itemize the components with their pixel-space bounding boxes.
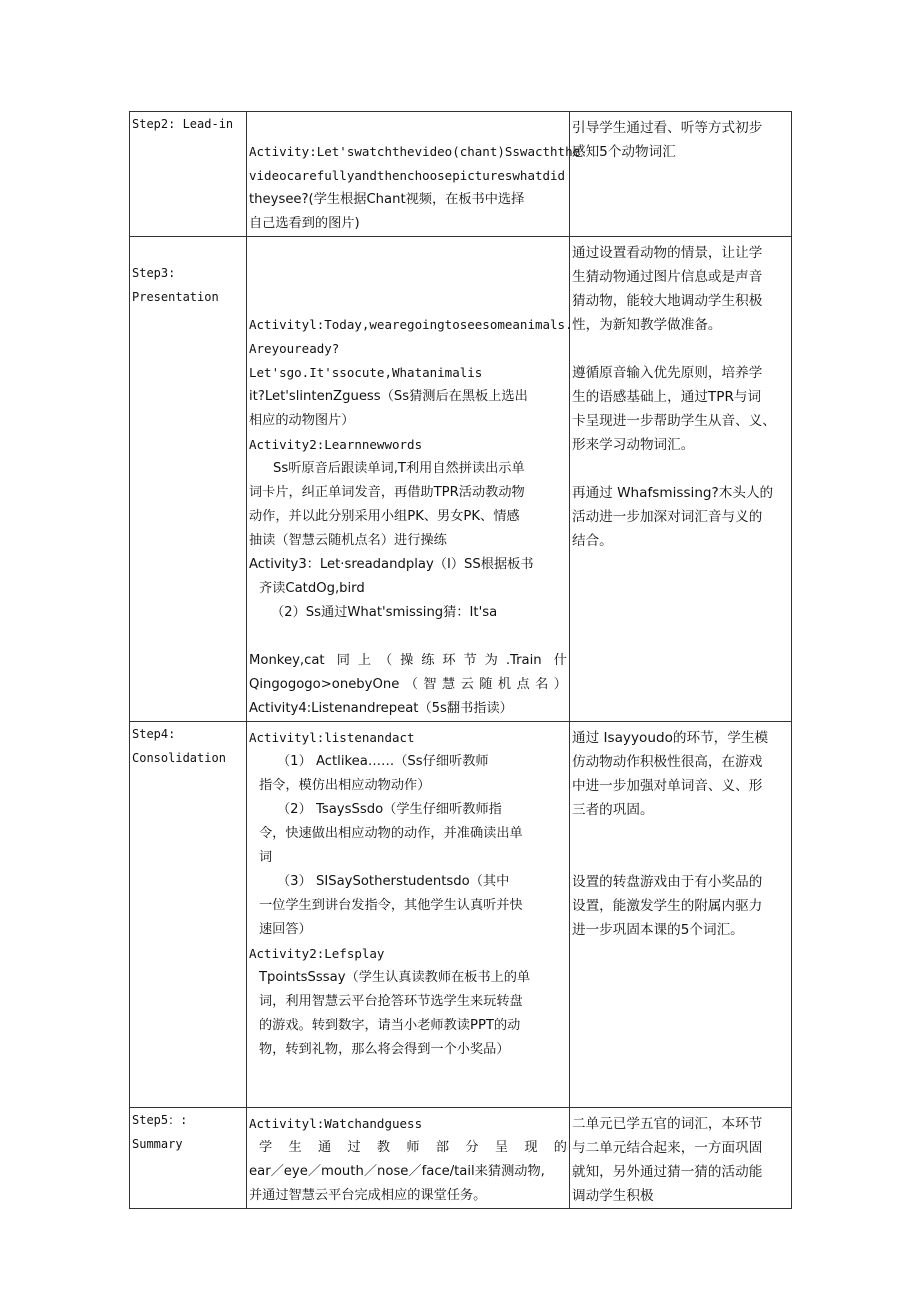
activity-line: （2）Ss通过What'smissing猜：It'sa (271, 605, 498, 620)
note-line: 调动学生积极 (572, 1188, 654, 1204)
note-line: 卡呈现进一步帮助学生从音、义、 (572, 413, 776, 429)
activity-line: 速回答） (259, 922, 312, 937)
note-line: 再通过 Whafsmissing?木头人的 (572, 485, 774, 501)
notes-cell (570, 1108, 792, 1209)
step-label: Step2: Lead-in (132, 117, 234, 131)
activity-line: Activity3：Let·sreadandplay（I）SS根据板书 (249, 557, 534, 572)
note-line: 引导学生通过看、听等方式初步 (572, 120, 763, 136)
activity-line: 的游戏。转到数字，请当小老师教读PPT的动 (259, 1018, 521, 1033)
blank-line (572, 337, 789, 361)
blank-line (249, 625, 567, 649)
table-row (130, 112, 792, 237)
activity-line: 物，转到礼物，那么将会得到一个小奖品） (259, 1042, 510, 1057)
step-label: Consolidation (132, 751, 226, 765)
step-cell (130, 237, 247, 722)
table-row (130, 1108, 792, 1209)
table-row (130, 722, 792, 1108)
step-label: Presentation (132, 290, 219, 304)
step-cell (130, 722, 247, 1108)
activity-line: it?Let'slintenZguess（Ss猜测后在黑板上选出 (249, 389, 528, 404)
activity-line: TpointsSssay（学生认真读教师在板书上的单 (259, 970, 531, 985)
activity-line: 指令，模仿出相应动物动作） (259, 778, 431, 793)
note-line: 生猜动物通过图片信息或是声音 (572, 269, 763, 285)
activity-line: Activity4:Listenandrepeat（5s翻书指读） (249, 701, 513, 716)
activity-line: ear／eye／mouth／nose／face/tail来猜测动物, (249, 1164, 545, 1179)
step-label: Step5：: (132, 1113, 188, 1127)
note-line: 仿动物动作积极性很高，在游戏 (572, 754, 763, 770)
note-line: 设置的转盘游戏由于有小奖品的 (572, 874, 763, 890)
activity-line: 抽读（智慧云随机点名）进行操练 (249, 533, 447, 548)
step-cell (130, 112, 247, 237)
note-line: 生的语感基础上，通过TPR与词 (572, 389, 762, 405)
activity-line: 令，快速做出相应动物的动作，并准确读出单 (259, 826, 523, 841)
activity-line: Activity2:Lefsplay (249, 946, 385, 961)
activity-line: 词卡片，纠正单词发音，再借助TPR活动教动物 (249, 485, 525, 500)
step-label: Step4: (132, 727, 176, 741)
notes-cell (570, 722, 792, 1108)
activity-line: Areyouready?Let'sgo.It'ssocute,Whatanimalis (249, 341, 483, 380)
activity-cell (247, 112, 581, 237)
note-line: 性，为新知教学做准备。 (572, 317, 722, 333)
activity-line: Qingogogo>onebyOne（智慧云随机点名） (249, 677, 567, 692)
activity-line: 并通过智慧云平台完成相应的课堂任务。 (249, 1188, 487, 1203)
note-line: 通过设置看动物的情景，让让学 (572, 245, 763, 261)
note-line: 猜动物，能较大地调动学生积极 (572, 293, 763, 309)
table-row (130, 237, 792, 722)
activity-line: Activityl:listenandact (249, 730, 415, 745)
note-line: 遵循原音输入优先原则，培养学 (572, 365, 763, 381)
activity-line: Activity:Let'swatchthevideo(chant)Sswacththe (249, 144, 581, 159)
note-line: 与二单元结合起来，一方面巩固 (572, 1140, 763, 1156)
activity-line: Activity2:Learnnewwords (249, 437, 423, 452)
blank-line (572, 822, 789, 870)
activity-line: theysee?(学生根据Chant视频，在板书中选择 (249, 192, 525, 207)
activity-line: Activityl:Today,wearegoingtoseesomeanimals. (249, 317, 573, 332)
activity-cell (247, 722, 570, 1108)
note-line: 二单元已学五官的词汇，本环节 (572, 1116, 763, 1132)
note-line: 就知，另外通过猜一猜的活动能 (572, 1164, 763, 1180)
blank-line (572, 457, 789, 481)
activity-line: 自己选看到的图片) (249, 216, 360, 231)
activity-line: 齐读CatdOg,bird (259, 581, 365, 596)
activity-line: Ss听原音后跟读单词,T利用自然拼读出示单 (273, 461, 525, 476)
activity-line: 词，利用智慧云平台抢答环节选学生来玩转盘 (259, 994, 523, 1009)
note-line: 中进一步加强对单词音、义、形 (572, 778, 763, 794)
activity-line: （3） SISaySotherstudentsdo（其中 (277, 874, 510, 889)
activity-cell (247, 1108, 570, 1209)
activity-line: Activityl:Watchandguess (249, 1116, 423, 1131)
note-line: 结合。 (572, 533, 613, 549)
activity-line: （1） Actlikea……（Ss仔细听教师 (277, 754, 489, 769)
note-line: 进一步巩固本课的5个词汇。 (572, 922, 744, 938)
step-cell (130, 1108, 247, 1209)
activity-line: videocarefullyandthenchoosepictureswhatdid (249, 168, 566, 183)
activity-line: 一位学生到讲台发指令，其他学生认真听并快 (259, 898, 523, 913)
note-line: 感知5个动物词汇 (572, 144, 676, 160)
lesson-plan-table (129, 111, 792, 1209)
note-line: 形来学习动物词汇。 (572, 437, 695, 453)
activity-line: 词 (259, 850, 273, 865)
notes-cell (570, 112, 792, 237)
step-label: Step3: (132, 266, 176, 280)
note-line: 活动进一步加深对词汇音与义的 (572, 509, 763, 525)
step-label: Summary (132, 1137, 183, 1151)
note-line: 通过 Isayyoudo的环节，学生模 (572, 730, 769, 746)
activity-cell (247, 237, 573, 722)
notes-cell (570, 237, 792, 722)
note-line: 设置，能激发学生的附属内驱力 (572, 898, 763, 914)
activity-line: Monkey,cat 同上（操练环节为.Train 什 (249, 653, 567, 668)
activity-line: 动作，并以此分别采用小组PK、男女PK、情感 (249, 509, 520, 524)
note-line: 三者的巩固。 (572, 802, 654, 818)
activity-line: 学生通过教师部分呈现的 (259, 1140, 567, 1155)
activity-line: （2） TsaysSsdo（学生仔细听教师指 (277, 802, 502, 817)
activity-line: 相应的动物图片） (249, 413, 355, 428)
